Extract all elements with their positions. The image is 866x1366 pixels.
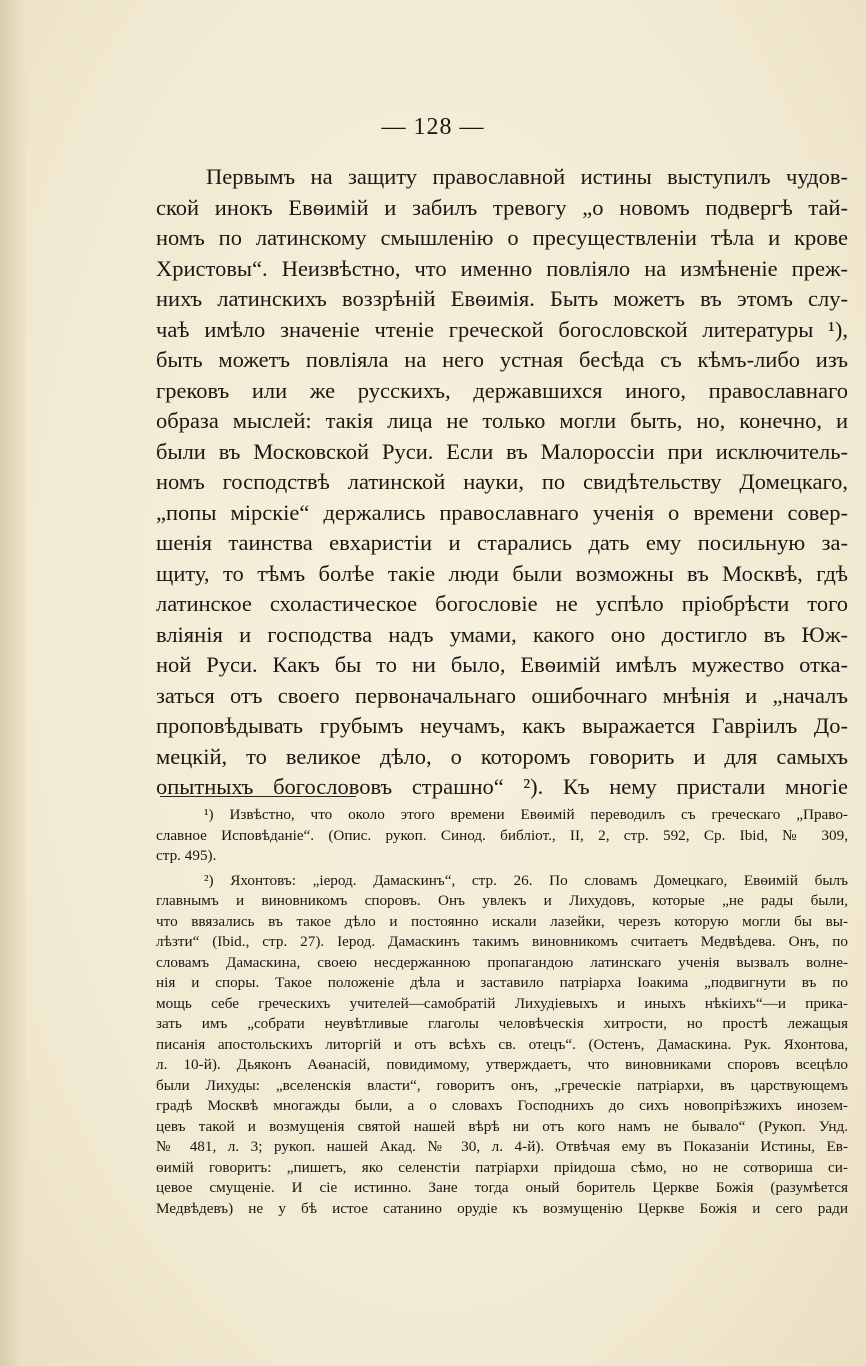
footnote-separator xyxy=(160,796,356,797)
footnote-line: ѳимій говоритъ: „пишетъ, яко селенстіи патріархи пріидоша сѣмо, но не сотвориша си- xyxy=(156,1158,848,1176)
text-line: грековъ или же русскихъ, державшихся иного, православнаго xyxy=(156,377,848,403)
footnote-line: л. 10-й). Дьяконъ Аѳанасій, повидимому, утверждаетъ, что виновниками споровъ всецѣло xyxy=(156,1056,848,1073)
footnote-line: мощь себе греческихъ учителей—самобратій Лихудіевыхъ и иныхъ нѣкіихъ“—и прика- xyxy=(156,994,848,1012)
main-text xyxy=(156,162,848,803)
footnote-line: зать имъ „собрати неувѣтливые глаголы человѣческія хитрости, но простѣ лежащыя xyxy=(156,1015,848,1032)
footnote-line: славное Исповѣданіе“. (Опис. рукоп. Синод. библіот., II, 2, стр. 592, Ср. Ibid, № 309, xyxy=(156,826,848,844)
text-line: ной Руси. Какъ бы то ни было, Евѳимій имѣлъ мужество отка- xyxy=(156,652,848,677)
footnote-line: ¹) Извѣстно, что около этого времени Евѳимій переводилъ съ греческаго „Право- xyxy=(204,806,848,823)
text-line: номъ по латинскому смышленію о пресуществленіи тѣла и крове xyxy=(156,225,848,250)
text-line: опытныхъ богослововъ страшно“ ²). Къ нему пристали многіе xyxy=(156,774,848,799)
footnote-line: Медвѣдевъ) не у бѣ истое сатанино орудіе къ возмущенію Церкве Божія и сего ради xyxy=(156,1199,848,1217)
text-line: шенія таинства евхаристіи и старались дать ему посильную за- xyxy=(156,530,848,555)
footnote-line: цевъ такой и возмущенія святой нашей вѣрѣ ни отъ кого намъ не бывало“ (Рукоп. Унд. xyxy=(156,1117,848,1135)
footnote-line: писанія апостольскихъ литоргій и отъ всѣхъ св. отецъ“. (Остенъ, Дамаскина. Рук. Яхонтова, xyxy=(156,1035,848,1053)
text-line: Христовы“. Неизвѣстно, что именно повліяло на измѣненіе преж- xyxy=(156,255,848,281)
footnote-line: были Лихуды: „вселенскія власти“, говоритъ онъ, „греческіе патріархи, въ царствующемъ xyxy=(156,1076,848,1094)
footnote-line: № 481, л. 3; рукоп. нашей Акад. № 30, л. 4-й). Отвѣчая ему въ Показаніи Истины, Ев- xyxy=(156,1138,848,1155)
footnote-line: градѣ Москвѣ многажды были, а о словахъ Господнихъ до сихъ новопріѣзжихъ инозем- xyxy=(156,1097,848,1114)
text-line: вліянія и господства надъ умами, какого оно достигло въ Юж- xyxy=(156,621,848,647)
text-line: латинское схоластическое богословіе не успѣло пріобрѣсти того xyxy=(156,591,848,616)
text-line: чаѣ имѣло значеніе чтеніе греческой богословской литературы ¹), xyxy=(156,316,848,342)
text-line: Первымъ на защиту православной истины выступилъ чудов- xyxy=(206,164,848,189)
footnote-line: лѣзти“ (Ibid., стр. 27). Іерод. Дамаскинъ такимъ виновникомъ считаетъ Медвѣдева. Онъ, по xyxy=(156,933,848,950)
footnote-line: ²) Яхонтовъ: „іерод. Дамаскинъ“, стр. 26. По словамъ Домецкаго, Евѳимій былъ xyxy=(204,871,848,889)
text-line: быть можетъ повліяла на него устная бесѣда съ кѣмъ-либо изъ xyxy=(156,347,848,372)
footnote-1 xyxy=(156,805,848,867)
text-line: щиту, то тѣмъ болѣе такіе люди были возможны въ Москвѣ, гдѣ xyxy=(156,560,848,586)
footnote-line: главнымъ и виновникомъ споровъ. Онъ увлекъ и Лихудовъ, которые „не рады были, xyxy=(156,892,848,909)
text-line: „попы мірскіе“ держались православнаго ученія о времени совер- xyxy=(156,499,848,525)
text-line: номъ господствѣ латинской науки, по свидѣтельству Домецкаго, xyxy=(156,469,848,494)
footnote-line: стр. 495). xyxy=(156,847,217,864)
page-edge-shadow xyxy=(0,0,26,1366)
footnote-line: цевое смущеніе. И сіе истинно. Зане тогда оный боритель Церкве Божія (разумѣется xyxy=(156,1179,848,1196)
text-line: ской инокъ Евѳимій и забилъ тревогу „о новомъ подвергѣ тай- xyxy=(156,194,848,220)
footnotes xyxy=(156,805,848,1219)
footnote-line: словамъ Дамаскина, своею несдержанною пропагандою латинскаго ученія вызвалъ волне- xyxy=(156,953,848,971)
text-line: мецкій, то великое дѣло, о которомъ говорить и для самыхъ xyxy=(156,743,848,769)
text-line: нихъ латинскихъ воззрѣній Евѳимія. Быть можетъ въ этомъ слу- xyxy=(156,286,848,311)
text-line: заться отъ своего первоначальнаго ошибочнаго мнѣнія и „началъ xyxy=(156,682,848,708)
footnote-line: нія и споры. Такое положеніе дѣла и заставило патріарха Іоакима „подвигнути въ по xyxy=(156,974,848,991)
text-line: образа мыслей: такія лица не только могли быть, но, конечно, и xyxy=(156,408,848,433)
text-line: были въ Московской Руси. Если въ Малороссіи при исключитель- xyxy=(156,438,848,464)
text-line: проповѣдывать грубымъ неучамъ, какъ выражается Гавріилъ До- xyxy=(156,713,848,738)
footnote-2 xyxy=(156,871,848,1220)
page-number: — 128 — xyxy=(381,114,485,140)
footnote-line: что ввязались въ такое дѣло и постоянно искали лазейки, черезъ которую могли бы вы- xyxy=(156,912,848,930)
